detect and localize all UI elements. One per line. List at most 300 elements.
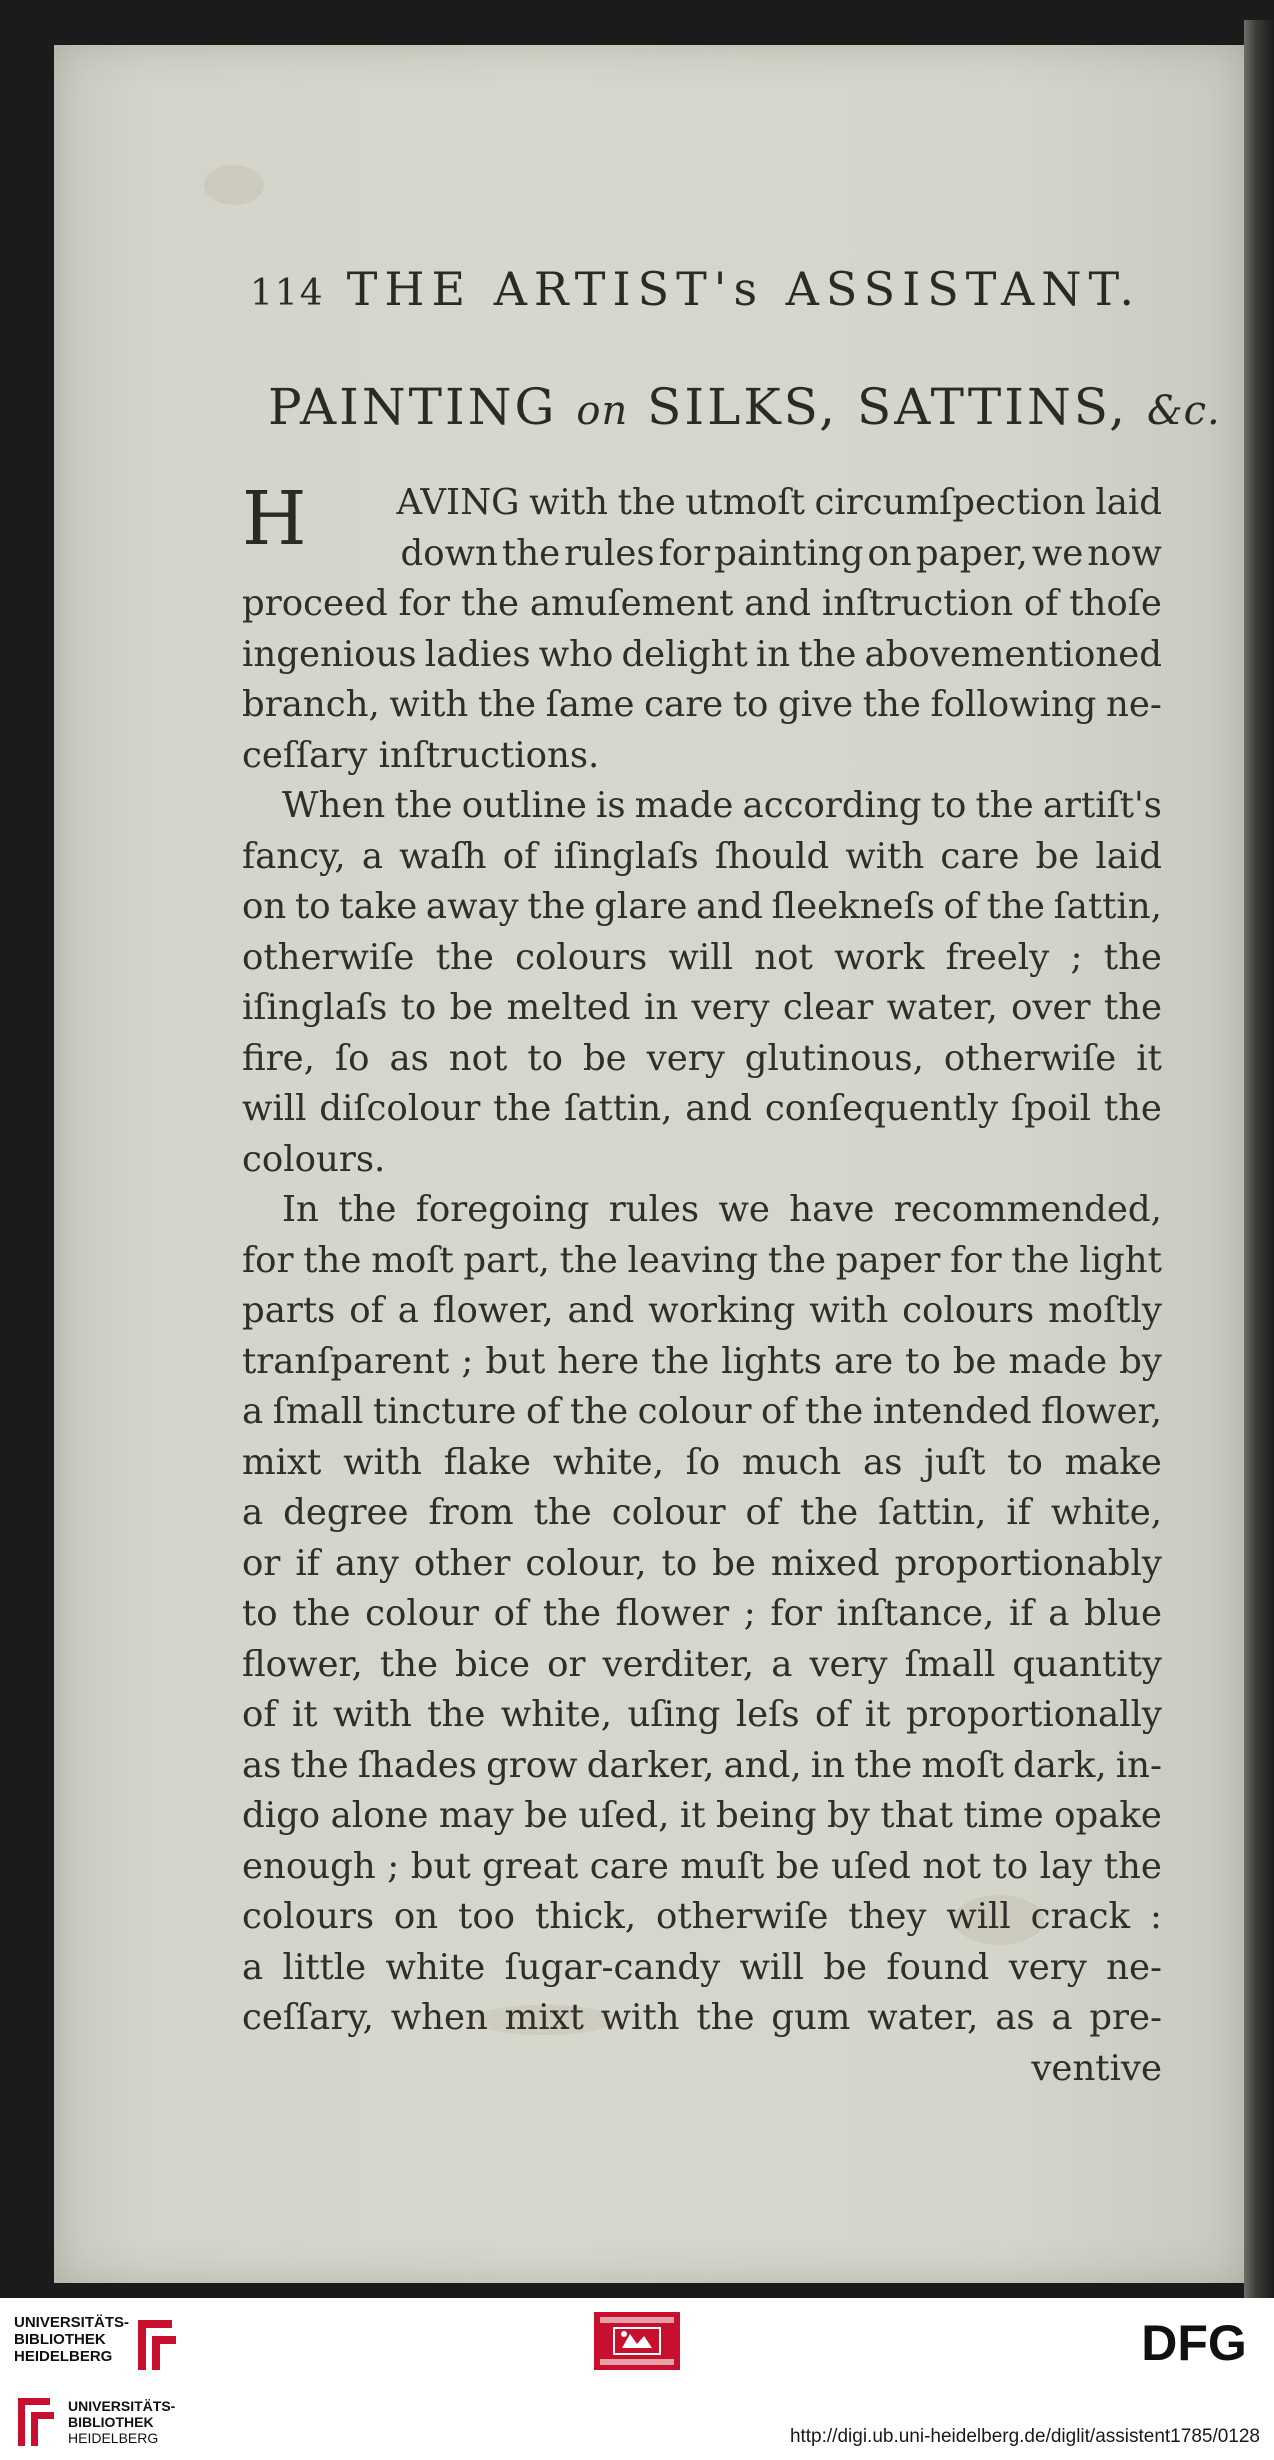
viewer-footer (0, 2298, 1274, 2460)
word: for (658, 532, 711, 574)
word: ; (743, 1593, 756, 1634)
word: crack (1030, 1896, 1131, 1937)
word: ſmall (272, 1391, 364, 1432)
word: circumſpection (814, 482, 1086, 523)
word: verditer, (602, 1643, 755, 1685)
word: of (349, 1290, 384, 1331)
word: melted (506, 987, 631, 1028)
word: flower, (1041, 1391, 1162, 1432)
word: flower, (432, 1290, 554, 1331)
word: by (827, 1795, 870, 1836)
word: they (848, 1896, 927, 1937)
word: in (755, 633, 791, 675)
word: to (294, 886, 331, 927)
word: ſhould (714, 835, 830, 877)
text-line (242, 983, 1162, 1034)
word: to (527, 1037, 563, 1079)
text-line (242, 933, 1162, 984)
word: of (814, 1694, 850, 1735)
word: white, (552, 1441, 664, 1483)
word: the (290, 1744, 349, 1786)
word: colours (242, 1896, 375, 1937)
page-edge (1244, 20, 1274, 2298)
text-line (242, 1387, 1162, 1438)
word: When (282, 785, 386, 826)
word: flower, (242, 1643, 363, 1685)
word: it (864, 1694, 891, 1735)
word: the (338, 1189, 397, 1230)
word: branch, (242, 684, 380, 725)
word: ſame (545, 684, 635, 725)
word: or (547, 1643, 586, 1685)
word: of (502, 835, 538, 877)
word: according (742, 785, 922, 826)
word: be (449, 987, 494, 1028)
word: muſt (680, 1845, 765, 1887)
word: the (617, 482, 676, 523)
word: the (303, 1239, 362, 1281)
word: laid (1095, 482, 1162, 523)
word: the (542, 1593, 601, 1634)
word: a (242, 1492, 264, 1533)
word: very (646, 1037, 725, 1079)
word: paper, (915, 532, 1028, 574)
word: rules (608, 1189, 700, 1230)
word: proceed (242, 583, 388, 624)
word: glare (594, 886, 688, 927)
text-line (242, 1741, 1162, 1792)
word: made (634, 785, 734, 826)
word: moſtly (1048, 1290, 1162, 1331)
ub-logo-mark-icon (14, 2390, 60, 2452)
word: parts (242, 1290, 336, 1331)
text-line (313, 478, 1162, 529)
word: ingenious (242, 633, 417, 675)
text-line (242, 1286, 1162, 1337)
word: care (940, 835, 1020, 877)
word: quantity (1012, 1643, 1162, 1685)
word: a (1051, 1997, 1073, 2038)
word: be (582, 1037, 627, 1079)
word: to (930, 785, 967, 826)
word: the (975, 785, 1034, 826)
word: to (905, 1340, 941, 1382)
word: freely (945, 936, 1050, 978)
digitization-stamp-icon (594, 2312, 680, 2370)
word: laid (1095, 835, 1162, 877)
word: ſpoil (1011, 1088, 1091, 1129)
word: thick, (534, 1896, 637, 1937)
word: water, (867, 1997, 979, 2038)
word: too (458, 1896, 516, 1937)
word: on (393, 1896, 439, 1937)
word: with (332, 1694, 412, 1735)
word: proportionably (894, 1542, 1162, 1584)
word: but (410, 1845, 471, 1887)
word: ſattin, (564, 1088, 673, 1129)
text-line (242, 1084, 1162, 1135)
word: inſtruction (821, 583, 1014, 624)
word: the (1103, 1088, 1162, 1129)
text-line (242, 1892, 1162, 1943)
word: be (712, 1542, 756, 1584)
word: glutinous, (744, 1037, 924, 1079)
word: ceſſary, (242, 1997, 374, 2038)
word: In (282, 1189, 319, 1230)
word: to (661, 1542, 698, 1584)
word: much (742, 1441, 842, 1483)
word: digo (242, 1795, 321, 1836)
word: moſt (921, 1744, 1004, 1786)
word: being (715, 1795, 817, 1836)
word: uſing (627, 1694, 721, 1735)
word: when (390, 1997, 488, 2038)
word: as (389, 1037, 429, 1079)
word: paper (835, 1239, 941, 1281)
word: ſugar-candy (504, 1946, 721, 1988)
text-line (242, 1640, 1162, 1691)
word: dark, (1012, 1744, 1107, 1786)
word: clear (782, 987, 874, 1028)
ub-logo2-text: UNIVERSITÄTS- BIBLIOTHEK HEIDELBERG (68, 2398, 176, 2446)
text-line (242, 579, 1162, 630)
word: the (292, 1593, 351, 1634)
word: mixed (770, 1542, 880, 1584)
word: to (242, 1593, 278, 1634)
body-text (242, 478, 1162, 2094)
word: with (529, 482, 608, 523)
word: it (1136, 1037, 1162, 1079)
word: a (771, 1643, 793, 1685)
word: made (1008, 1340, 1108, 1382)
word: colour (637, 1391, 752, 1432)
permalink[interactable] (790, 2426, 1260, 2448)
word: light (1079, 1239, 1162, 1281)
word: enough (242, 1845, 376, 1887)
word: be (952, 1340, 997, 1382)
word: the (427, 1694, 486, 1735)
word: otherwiſe (943, 1037, 1117, 1079)
word: little (282, 1946, 367, 1988)
word: ne- (1106, 1946, 1162, 1988)
word: if (1006, 1492, 1031, 1533)
ub-heidelberg-logo-small[interactable] (14, 2390, 184, 2454)
word: alone (330, 1795, 429, 1836)
word: thoſe (1069, 583, 1162, 624)
word: flower (615, 1593, 730, 1634)
word: mixt (242, 1441, 322, 1483)
word: artiſt's (1042, 785, 1162, 826)
word: iſinglaſs (242, 987, 388, 1028)
paragraph-2 (242, 781, 1162, 1185)
text-line (242, 1236, 1162, 1287)
word: ſattin, (1053, 886, 1162, 927)
word: to (992, 1845, 1029, 1887)
word: ; (387, 1845, 400, 1887)
word: will (739, 1946, 804, 1988)
text-line (242, 1993, 1162, 2044)
word: it (291, 1694, 318, 1735)
word: painting (714, 532, 864, 574)
word: rules (564, 532, 655, 574)
word: white, (500, 1694, 613, 1735)
word: care (644, 684, 724, 725)
word: the (493, 1088, 552, 1129)
word: colours (515, 936, 648, 978)
dfg-logo-icon[interactable] (1128, 2312, 1260, 2372)
word: the (651, 1340, 710, 1382)
word: fire, (242, 1037, 315, 1079)
word: inſtance, (836, 1593, 995, 1634)
text-line (242, 1791, 1162, 1842)
word: a (242, 1391, 264, 1432)
word: for (242, 1239, 294, 1281)
ub-logo-mark-icon (132, 2314, 182, 2376)
ub-heidelberg-logo[interactable] (14, 2312, 184, 2376)
word: proportionally (905, 1694, 1162, 1735)
word: juſt (924, 1441, 986, 1483)
word: or (242, 1542, 281, 1584)
word: on (242, 886, 287, 927)
word: the (527, 886, 586, 927)
word: be (823, 1946, 868, 1988)
word: the (559, 1239, 618, 1281)
word: a (397, 1290, 419, 1331)
word: care (589, 1845, 669, 1887)
word: for (398, 583, 451, 624)
word: it (679, 1795, 706, 1836)
word: ſattin, (878, 1492, 987, 1533)
word: here (557, 1340, 640, 1382)
word: the (862, 684, 921, 725)
word: outline (461, 785, 587, 826)
word: of (493, 1593, 529, 1634)
word: grow (486, 1744, 578, 1786)
word: if (295, 1542, 320, 1584)
word: gum (771, 1997, 851, 2038)
text-line: ceſſary inſtructions. (242, 734, 600, 776)
word: uſed, (578, 1795, 670, 1836)
word: not (922, 1845, 981, 1887)
word: a (1048, 1593, 1070, 1634)
text-line (313, 529, 1162, 580)
word: by (1119, 1340, 1162, 1382)
word: the (805, 1391, 864, 1432)
word: with (845, 835, 925, 877)
text-line (242, 1943, 1162, 1994)
word: any (334, 1542, 399, 1584)
word: ſo (685, 1441, 721, 1483)
word: now (1087, 532, 1162, 574)
word: the (854, 1744, 913, 1786)
word: delight (621, 633, 748, 675)
text-line (242, 1034, 1162, 1085)
word: colours (902, 1290, 1035, 1331)
word: and (744, 583, 812, 624)
word: AVING (396, 482, 520, 523)
running-head-title: THE ARTIST's ASSISTANT. (346, 262, 1141, 316)
word: abovementioned (864, 633, 1162, 675)
word: leſs (735, 1694, 800, 1735)
text-line (242, 1842, 1162, 1893)
page-number: 114 (250, 273, 325, 314)
word: ſhades (357, 1744, 477, 1786)
word: we (718, 1189, 770, 1230)
word: give (778, 684, 854, 725)
word: colour, (525, 1542, 647, 1584)
word: are (834, 1340, 894, 1382)
word: very (809, 1643, 888, 1685)
word: following (930, 684, 1097, 725)
word: on (867, 532, 912, 574)
word: not (448, 1037, 508, 1079)
word: will (668, 936, 733, 978)
ub-logo-text: UNIVERSITÄTS- BIBLIOTHEK HEIDELBERG (14, 2314, 130, 2365)
word: time (963, 1795, 1044, 1836)
word: with (809, 1290, 889, 1331)
word: and (696, 886, 763, 927)
word: : (1149, 1896, 1162, 1937)
word: the (1103, 987, 1162, 1028)
text-line (242, 1185, 1162, 1236)
word: the (986, 886, 1045, 927)
word: water, (886, 987, 998, 1028)
word: down (400, 532, 498, 574)
word: from (428, 1492, 514, 1533)
word: otherwiſe (242, 936, 415, 978)
word: recommended, (893, 1189, 1162, 1230)
word: who (538, 633, 614, 675)
word: will (946, 1896, 1011, 1937)
word: the (799, 1492, 859, 1533)
word: colour (611, 1492, 726, 1533)
word: of (943, 886, 979, 927)
word: work (834, 936, 925, 978)
word: white, (1050, 1492, 1162, 1533)
word: the (435, 936, 494, 978)
word: the (477, 684, 536, 725)
text-line (242, 781, 1162, 832)
word: very (691, 987, 770, 1028)
word: part, (463, 1239, 550, 1281)
word: utmoſt (685, 482, 805, 523)
word: the (798, 633, 857, 675)
word: mixt (504, 1997, 584, 2038)
drop-cap: H (242, 476, 307, 562)
word: to (400, 987, 437, 1028)
word: fancy, (242, 835, 346, 877)
word: the (379, 1643, 438, 1685)
text-line (242, 832, 1162, 883)
word: of (1023, 583, 1059, 624)
word: otherwiſe (655, 1896, 829, 1937)
text-line (242, 1438, 1162, 1489)
word: of (242, 1694, 277, 1735)
word: and (685, 1088, 752, 1129)
word: be (1035, 835, 1080, 877)
word: for (770, 1593, 822, 1634)
word: opake (1054, 1795, 1162, 1836)
word: blue (1084, 1593, 1162, 1634)
word: working (648, 1290, 796, 1331)
text-line (242, 680, 1162, 731)
word: degree (283, 1492, 409, 1533)
word: for (950, 1239, 1002, 1281)
word: iſinglaſs (553, 835, 699, 877)
word: intended (872, 1391, 1032, 1432)
text-line: colours. (242, 1138, 386, 1180)
word: uſed (831, 1845, 911, 1887)
running-head (250, 262, 1150, 316)
word: diſcolour (319, 1088, 481, 1129)
word: is (596, 785, 626, 826)
word: darker, (586, 1744, 715, 1786)
catchword: ventive (1031, 2047, 1162, 2089)
word: of (525, 1391, 561, 1432)
word: in (810, 1744, 845, 1786)
word: colour (365, 1593, 479, 1634)
word: lay (1039, 1845, 1093, 1887)
word: the (533, 1492, 592, 1533)
section-title: PAINTING on SILKS, SATTINS, &c. (268, 378, 1221, 436)
word: that (880, 1795, 953, 1836)
text-line (242, 1488, 1162, 1539)
word: not (754, 936, 813, 978)
word: over (1011, 987, 1091, 1028)
word: make (1064, 1441, 1162, 1483)
word: amuſement (529, 583, 734, 624)
word: to (1007, 1441, 1043, 1483)
word: in- (1115, 1744, 1162, 1786)
word: leaving (627, 1239, 759, 1281)
word: but (485, 1340, 546, 1382)
word: great (482, 1845, 579, 1887)
word: pre- (1089, 1997, 1162, 2038)
word: the (767, 1239, 826, 1281)
word: as (242, 1744, 282, 1786)
word: the (1011, 1239, 1070, 1281)
word: be (524, 1795, 568, 1836)
word: the (1103, 1845, 1162, 1887)
word: very (1008, 1946, 1087, 1988)
word: away (425, 886, 519, 927)
word: the (569, 1391, 629, 1432)
word: ſleekneſs (771, 886, 935, 927)
dfg-label: DFG (1141, 2315, 1247, 2371)
word: tranſparent (242, 1340, 450, 1382)
word: conſequently (764, 1088, 999, 1129)
text-line (242, 882, 1162, 933)
word: a (361, 835, 383, 877)
word: and (567, 1290, 635, 1331)
word: ; (461, 1340, 474, 1382)
word: waſh (399, 835, 487, 877)
word: be (775, 1845, 820, 1887)
permalink-link[interactable]: http://digi.ub.uni-heidelberg.de/diglit/assistent1785/0128 (789, 2426, 1260, 2447)
word: foregoing (415, 1189, 590, 1230)
text-line (242, 630, 1162, 681)
word: may (438, 1795, 514, 1836)
word: flake (443, 1441, 532, 1483)
word: we (1031, 532, 1084, 574)
word: moſt (371, 1239, 454, 1281)
word: lights (721, 1340, 823, 1382)
word: ne- (1106, 684, 1162, 725)
word: found (886, 1946, 990, 1988)
word: ſo (334, 1037, 370, 1079)
word: the (1103, 936, 1162, 978)
word: the (394, 785, 453, 826)
